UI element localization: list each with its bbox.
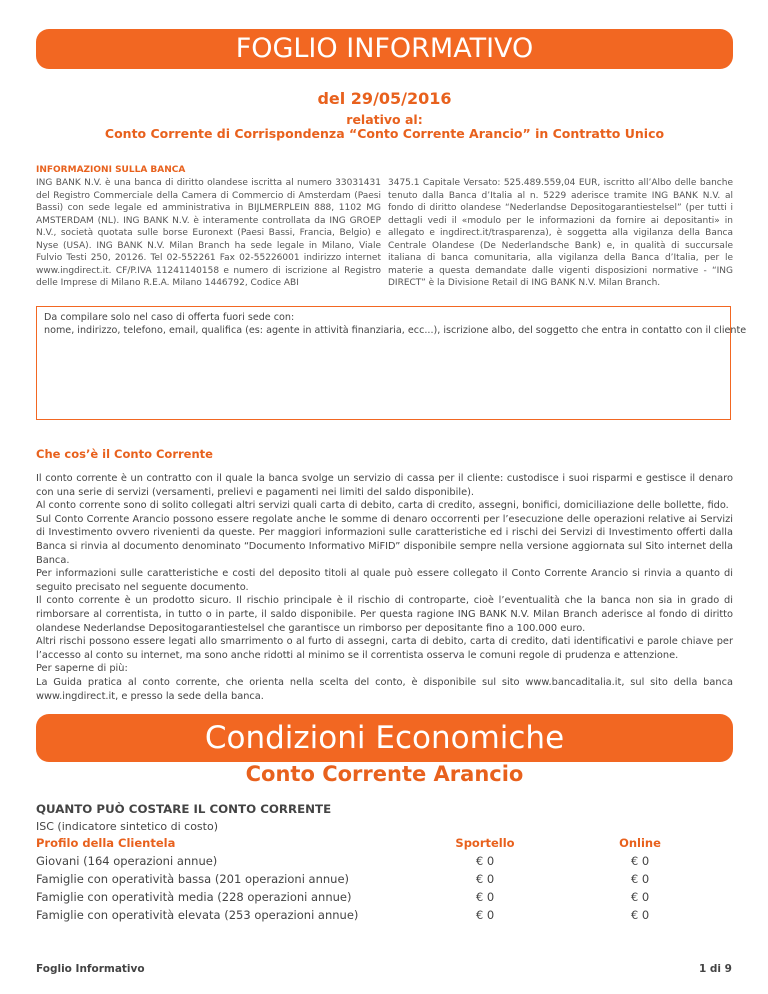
bank-info-column-2: 3475.1 Capitale Versato: 525.489.559,04 EUR, iscritto all’Albo delle banche tenuto dalla Banca d’Italia al n. 5229 aderisce tramite ING BANK N.V. al fondo di diritto olandese “Nederlandse Depositogarantiestelsel” (per tutti i dettagli vedi il «modulo per le informazioni da fornire ai depositanti» in allegato e ingdirect.it/trasparenza), è soggetta alla vigilanza della Banca Centrale Olandese (De Nederlandsche Bank) e, in qualità di succursale italiana di banca comunitaria, alla vigilanza della Banca d’Italia, per le materie a questa demandate dalle vigenti disposizioni normative - “ING DIRECT” è la Divisione Retail di ING BANK N.V. Milan Branch. — [388, 178, 733, 288]
online-cell: € 0 — [630, 890, 650, 904]
column-header-sportello: Sportello — [455, 836, 515, 850]
paragraph: Per informazioni sulle caratteristiche e costi del deposito titoli al quale può essere collegato il Conto Corrente Arancio si rinvia a quanto di seguito precisato nel seguente documento. — [36, 568, 733, 593]
paragraph: Altri rischi possono essere legati allo smarrimento o al furto di assegni, carta di debito, carta di credito, dati identificativi e parole chiave per l’accesso al conto su internet, ma sono anche ridotti al minimo se il correntista osserva le comuni regole di prudenza e attenzione. — [36, 636, 733, 661]
bank-info-heading: INFORMAZIONI SULLA BANCA — [36, 165, 186, 175]
sportello-cell: € 0 — [475, 890, 495, 904]
online-cell: € 0 — [630, 872, 650, 886]
title-banner — [36, 29, 733, 69]
paragraph: Il conto corrente è un contratto con il quale la banca svolge un servizio di cassa per il cliente: custodisce i suoi risparmi e gestisce il denaro con una serie di servizi (versamenti, prelievi e pagamenti nei limiti del saldo disponibile). — [36, 473, 733, 498]
footer-title: Foglio Informativo — [36, 963, 145, 975]
document-date: del 29/05/2016 — [317, 89, 452, 108]
what-is-body — [36, 472, 733, 703]
paragraph: Per saperne di più: — [36, 663, 128, 675]
product-subtitle: Conto Corrente Arancio — [245, 762, 524, 786]
sportello-cell: € 0 — [475, 908, 495, 922]
table-row — [36, 890, 733, 908]
table-row — [36, 872, 733, 890]
document-title: FOGLIO INFORMATIVO — [235, 33, 534, 64]
cost-heading: QUANTO PUÒ COSTARE IL CONTO CORRENTE — [36, 802, 332, 816]
paragraph: Il conto corrente è un prodotto sicuro. Il rischio principale è il rischio di controparte, cioè l’eventualità che la banca non sia in grado di rimborsare al correntista, in tutto o in parte, il saldo disponibile. Per questa ragione ING BANK N.V. Milan Branch aderisce al fondo di diritto olandese Nederlandse Depositogarantiestelsel che garantisce un rimborso per depositante fino a 100.000 euro. — [36, 595, 733, 634]
paragraph: Al conto corrente sono di solito collegati altri servizi quali carta di debito, carta di credito, assegni, bonifici, domiciliazione delle bollette, fido. — [36, 500, 729, 512]
column-header-online: Online — [619, 836, 661, 850]
product-name: Conto Corrente di Corrispondenza “Conto Corrente Arancio” in Contratto Unico — [104, 126, 665, 141]
online-cell: € 0 — [630, 908, 650, 922]
offsite-box-line-1: Da compilare solo nel caso di offerta fuori sede con: — [44, 312, 295, 323]
isc-label: ISC (indicatore sintetico di costo) — [36, 820, 218, 833]
profile-cell: Famiglie con operatività media (228 operazioni annue) — [36, 890, 352, 904]
conditions-banner — [36, 714, 733, 762]
column-header-profile: Profilo della Clientela — [36, 836, 176, 850]
paragraph: Sul Conto Corrente Arancio possono essere regolate anche le somme di denaro occorrenti per l’esecuzione delle operazioni relative ai Servizi di Investimento ovvero rivenienti da queste. Per maggiori informazioni sulle caratteristiche ed i rischi dei Servizi di Investimento offerti dalla Banca si rinvia al documento denominato “Documento Informativo MiFID” disponibile sempre nella versione aggiornata sul Sito internet della Banca. — [36, 513, 733, 566]
profile-cell: Famiglie con operatività bassa (201 operazioni annue) — [36, 872, 350, 886]
bank-info-column-1: ING BANK N.V. è una banca di diritto olandese iscritta al numero 33031431 del Registro Commerciale della Camera di Commercio di Amsterdam (Paesi Bassi) con sede legale ed amministrativa in BIJLMERPLEIN 888, 1102 MG AMSTERDAM (NL). ING BANK N.V. è interamente controllata da ING GROEP N.V., società quotata sulle borse Euronext (Paesi Bassi, Francia, Belgio) e Nyse (USA). ING BANK N.V. Milan Branch ha sede legale in Milano, Viale Fulvio Testi 250, 20126. Tel 02-552261 Fax 02-55226001 indirizzo internet www.ingdirect.it. CF/P.IVA 11241140158 e numero di iscrizione al Registro delle Imprese di Milano R.E.A. Milano 1446792, Codice ABI — [36, 178, 381, 288]
conditions-title: Condizioni Economiche — [204, 720, 565, 756]
profile-cell: Giovani (164 operazioni annue) — [36, 854, 218, 868]
table-row — [36, 854, 733, 872]
online-cell: € 0 — [630, 854, 650, 868]
table-row — [36, 908, 733, 926]
offsite-offer-box — [36, 306, 747, 420]
sportello-cell: € 0 — [475, 854, 495, 868]
page-number: 1 di 9 — [698, 963, 732, 975]
paragraph: La Guida pratica al conto corrente, che orienta nella scelta del conto, è disponibile sul sito www.bancaditalia.it, sul sito della banca www.ingdirect.it, e presso la sede della banca. — [36, 676, 733, 702]
section-heading-what-is: Che cos’è il Conto Corrente — [36, 447, 213, 461]
relative-label: relativo al: — [346, 112, 423, 127]
offsite-box-line-2: nome, indirizzo, telefono, email, qualifica (es: agente in attività finanziaria, ecc...), iscrizione albo, del soggetto che entra in contatto con il cliente — [44, 325, 747, 336]
profile-cell: Famiglie con operatività elevata (253 operazioni annue) — [36, 908, 359, 922]
sportello-cell: € 0 — [475, 872, 495, 886]
